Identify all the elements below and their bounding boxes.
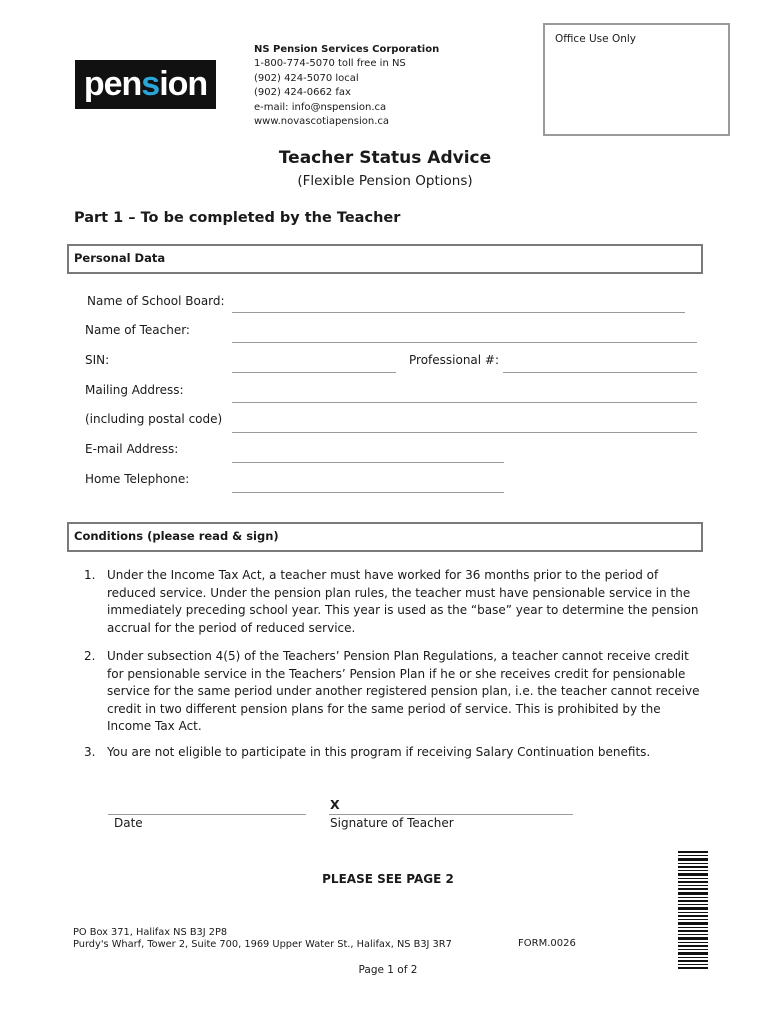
home-telephone-label: Home Telephone: [85,472,190,486]
contact-block [254,43,439,129]
signature-label: Signature of Teacher [330,816,454,830]
school-board-field[interactable] [232,312,685,313]
form-subtitle: (Flexible Pension Options) [297,173,473,189]
condition-text: You are not eligible to participate in this program if receiving Salary Continuation benefits. [107,745,651,759]
part1-heading: Part 1 – To be completed by the Teacher [74,210,401,226]
condition-item [84,744,704,762]
school-board-label: Name of School Board: [87,294,225,308]
footer-address [73,927,452,950]
signature-field[interactable] [329,814,573,815]
footer-po-box: PO Box 371, Halifax NS B3J 2P8 [73,927,228,938]
signature-x-mark: X [330,797,340,812]
website: www.novascotiapension.ca [254,116,390,128]
conditions-section [67,522,703,552]
condition-number: 2. [84,649,96,663]
logo-text: pension [83,65,208,103]
office-use-label: Office Use Only [555,33,636,45]
postal-code-label: (including postal code) [85,412,223,426]
barcode-icon [678,851,708,969]
org-name: NS Pension Services Corporation [254,44,440,55]
footer-street: Purdy's Wharf, Tower 2, Suite 700, 1969 Upper Water St., Halifax, NS B3J 3R7 [73,938,452,950]
professional-field[interactable] [503,372,697,373]
teacher-name-label: Name of Teacher: [85,323,190,337]
office-use-box [543,23,730,136]
postal-code-field[interactable] [232,432,697,433]
condition-item [84,648,704,736]
condition-number: 3. [84,745,96,759]
teacher-name-field[interactable] [232,342,697,343]
mailing-address-field[interactable] [232,402,697,403]
page-number: Page 1 of 2 [358,964,418,976]
phone-local: (902) 424-5070 local [254,72,359,84]
email-field[interactable] [232,462,504,463]
date-label: Date [114,816,143,830]
personal-data-heading: Personal Data [74,251,166,265]
see-page-2: PLEASE SEE PAGE 2 [322,872,454,886]
form-title: Teacher Status Advice [278,148,492,168]
sin-label: SIN: [85,353,110,367]
email-label: E-mail Address: [85,442,179,456]
form-number: FORM.0026 [518,938,576,949]
professional-label: Professional #: [409,353,500,367]
email: e-mail: info@nspension.ca [254,101,387,113]
sin-field[interactable] [232,372,396,373]
condition-item [84,567,704,637]
condition-text: Under subsection 4(5) of the Teachers’ Pension Plan Regulations, a teacher cannot receive credit for pensionable service in the Teachers’ Pension Plan if he or she receives credit for pensionable service for the same period under another registered pension plan, i.e. the teacher cannot receive credit in two different pension plans for the same period of service. This is prohibited by the Income Tax Act. [107,649,700,734]
personal-data-section [67,244,703,274]
phone-toll-free: 1-800-774-5070 toll free in NS [254,58,406,70]
conditions-heading: Conditions (please read & sign) [74,529,279,543]
home-telephone-field[interactable] [232,492,504,493]
mailing-address-label: Mailing Address: [85,383,184,397]
fax: (902) 424-0662 fax [254,87,351,99]
condition-number: 1. [84,568,96,582]
condition-text: Under the Income Tax Act, a teacher must have worked for 36 months prior to the period of reduced service. Under the pension plan rules, the teacher must have pensionable service in the immediately preceding school year. This year is used as the “base” year to determine the pension accrual for the period of reduced service. [107,568,699,635]
pension-logo [75,60,216,109]
date-field[interactable] [108,814,306,815]
